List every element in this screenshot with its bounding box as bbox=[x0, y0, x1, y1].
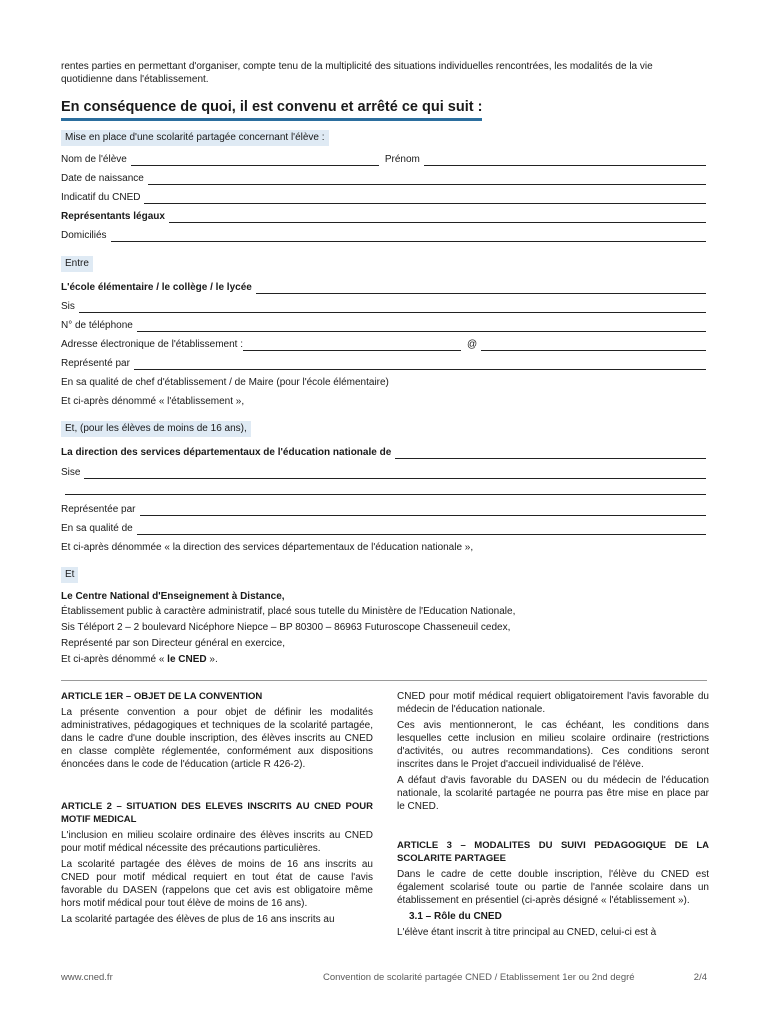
document-page bbox=[61, 0, 707, 1024]
input-line-direction[interactable] bbox=[395, 449, 706, 459]
field-qualite bbox=[61, 523, 706, 535]
article-2-title: ARTICLE 2 – SITUATION DES ELEVES INSCRITS AU CNED POUR MOTIF MEDICAL bbox=[61, 801, 373, 825]
input-line-representants[interactable] bbox=[169, 213, 706, 223]
field-indicatif bbox=[61, 192, 706, 204]
label-indicatif: Indicatif du CNED bbox=[61, 192, 141, 203]
text-cned-line4-pre: Et ci-après dénommé « bbox=[61, 654, 168, 665]
input-line-naissance[interactable] bbox=[148, 175, 706, 185]
label-sise: Sise bbox=[61, 467, 81, 478]
input-line-sis[interactable] bbox=[79, 303, 706, 313]
input-line-represente[interactable] bbox=[134, 360, 706, 370]
input-line-prenom[interactable] bbox=[424, 156, 706, 166]
label-email: Adresse électronique de l'établissement : bbox=[61, 339, 244, 350]
tag-entre: Entre bbox=[61, 256, 93, 272]
field-represente bbox=[61, 358, 706, 370]
field-ecole bbox=[61, 282, 706, 294]
article-2-paragraph-3: La scolarité partagée des élèves de plus de 16 ans inscrits au bbox=[61, 914, 335, 925]
input-line-sise-2[interactable] bbox=[65, 494, 706, 495]
tag-scolarite: Mise en place d'une scolarité partagée concernant l'élève : bbox=[61, 130, 329, 146]
label-telephone: N° de téléphone bbox=[61, 320, 133, 331]
label-qualite: En sa qualité de bbox=[61, 523, 133, 534]
intro-paragraph: rentes parties en permettant d'organiser, compte tenu de la multiplicité des situations individuelles rencontrées, les modalités de la vie quotidienne dans l'établissement. bbox=[61, 61, 653, 85]
article-1-paragraph: La présente convention a pour objet de définir les modalités administratives, pédagogiques et techniques de la scolarité partagée, dans le cadre d'une double inscription, des élèves inscrits au CNED en classe complète réglementée, conformément aux dispositions énoncées dans le code de l'éducation (article R 426-2). bbox=[61, 707, 373, 770]
text-qualite-chef: En sa qualité de chef d'établissement / de Maire (pour l'école élémentaire) bbox=[61, 377, 389, 388]
text-denomme-etablissement: Et ci-après dénommé « l'établissement », bbox=[61, 396, 245, 407]
label-domicilies: Domiciliés bbox=[61, 230, 107, 241]
article-2-paragraph-2: La scolarité partagée des élèves de moins de 16 ans inscrits au CNED pour motif médical requiert en tout état de cause l'avis favorable du DASEN (rappelons que cet avis est obligatoire même hors motif médical pour tout élève de moins de 16 ans). bbox=[61, 859, 373, 909]
label-sis: Sis bbox=[61, 301, 75, 312]
section-heading: En conséquence de quoi, il est convenu et arrêté ce qui suit : bbox=[61, 99, 482, 121]
field-email bbox=[61, 339, 706, 351]
tag-moins-16: Et, (pour les élèves de moins de 16 ans), bbox=[61, 421, 251, 437]
article-3-subheading: 3.1 – Rôle du CNED bbox=[409, 911, 502, 922]
text-cned-name: Le Centre National d'Enseignement à Distance, bbox=[61, 591, 285, 602]
footer-site[interactable]: www.cned.fr bbox=[61, 972, 113, 983]
column-left bbox=[61, 690, 373, 929]
tag-et: Et bbox=[61, 567, 78, 583]
label-prenom: Prénom bbox=[384, 154, 420, 165]
input-line-ecole[interactable] bbox=[256, 284, 706, 294]
field-direction bbox=[61, 447, 706, 459]
input-line-indicatif[interactable] bbox=[144, 194, 706, 204]
article-1-title: ARTICLE 1ER – OBJET DE LA CONVENTION bbox=[61, 691, 263, 702]
article-3-title: ARTICLE 3 – MODALITES DU SUIVI PEDAGOGIQUE DE LA SCOLARITE PARTAGEE bbox=[397, 840, 709, 864]
text-cned-line4-bold: le CNED bbox=[167, 654, 207, 665]
input-line-email-user[interactable] bbox=[243, 341, 461, 351]
label-direction: La direction des services départementaux de l'éducation nationale de bbox=[61, 447, 392, 458]
field-sis bbox=[61, 301, 706, 313]
text-cned-line4 bbox=[61, 654, 218, 666]
field-sise bbox=[61, 467, 706, 479]
article-3-paragraph-2: L'élève étant inscrit à titre principal au CNED, celui-ci est à bbox=[397, 927, 657, 938]
label-ecole: L'école élémentaire / le collège / le lycée bbox=[61, 282, 252, 293]
right-paragraph-2: Ces avis mentionneront, le cas échéant, les conditions dans lesquelles cette inclusion en milieu scolaire ordinaire (restrictions d'activités, ou autres recommandations). Ces conditions seront inscrites dans le Projet d'accueil individualisé de l'élève. bbox=[397, 720, 709, 770]
label-at: @ bbox=[467, 339, 478, 350]
field-naissance bbox=[61, 173, 706, 185]
text-cned-line1: Établissement public à caractère administratif, placé sous tutelle du Ministère de l'Education Nationale, bbox=[61, 606, 516, 617]
field-representants bbox=[61, 211, 706, 223]
text-cned-line4-post: ». bbox=[206, 654, 218, 665]
input-line-domicilies[interactable] bbox=[111, 232, 706, 242]
label-represente: Représenté par bbox=[61, 358, 130, 369]
right-paragraph-1: CNED pour motif médical requiert obligatoirement l'avis favorable du médecin de l'éducation nationale. bbox=[397, 691, 709, 715]
label-representants: Représentants légaux bbox=[61, 211, 165, 222]
column-right bbox=[397, 690, 709, 942]
input-line-sise[interactable] bbox=[84, 469, 706, 479]
input-line-qualite[interactable] bbox=[137, 525, 706, 535]
separator-line bbox=[61, 680, 707, 681]
footer-page-number: 2/4 bbox=[693, 972, 707, 983]
article-2-paragraph-1: L'inclusion en milieu scolaire ordinaire des élèves inscrits au CNED pour motif médical nécessite des précautions particulières. bbox=[61, 830, 373, 854]
footer-title: Convention de scolarité partagée CNED / Etablissement 1er ou 2nd degré bbox=[323, 972, 635, 983]
article-3-paragraph-1: Dans le cadre de cette double inscription, l'élève du CNED est également scolarisé toute ou partie de l'année scolaire dans un établissement en présentiel (ci-après désigné « l'établissement »). bbox=[397, 869, 709, 906]
field-representee bbox=[61, 504, 706, 516]
input-line-nom[interactable] bbox=[131, 156, 379, 166]
label-nom: Nom de l'élève bbox=[61, 154, 127, 165]
text-cned-line3: Représenté par son Directeur général en exercice, bbox=[61, 638, 286, 649]
field-domicilies bbox=[61, 230, 706, 242]
label-representee: Représentée par bbox=[61, 504, 136, 515]
field-telephone bbox=[61, 320, 706, 332]
input-line-email-domain[interactable] bbox=[481, 341, 706, 351]
text-denommee-direction: Et ci-après dénommée « la direction des services départementaux de l'éducation nationale », bbox=[61, 542, 474, 553]
field-nom-prenom bbox=[61, 154, 706, 166]
input-line-representee[interactable] bbox=[140, 506, 707, 516]
text-cned-line2: Sis Téléport 2 – 2 boulevard Nicéphore Niepce – BP 80300 – 86963 Futuroscope Chasseneuil cedex, bbox=[61, 622, 511, 633]
label-naissance: Date de naissance bbox=[61, 173, 144, 184]
input-line-telephone[interactable] bbox=[137, 322, 706, 332]
right-paragraph-3: A défaut d'avis favorable du DASEN ou du médecin de l'éducation nationale, la scolarité partagée ne pourra pas être mise en place par le CNED. bbox=[397, 775, 709, 812]
